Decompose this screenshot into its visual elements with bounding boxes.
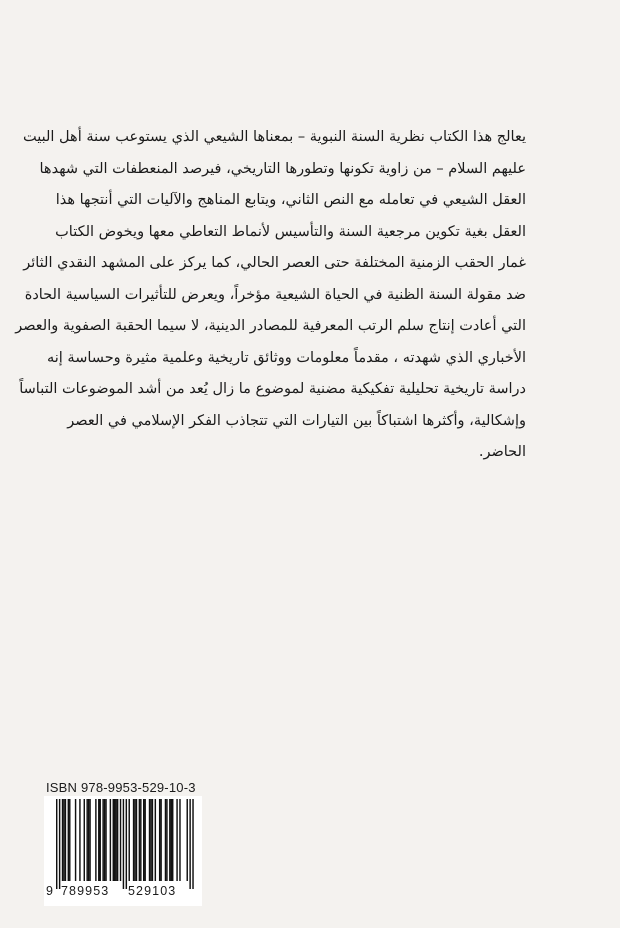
barcode-bar [150, 799, 151, 881]
barcode-bar [63, 799, 64, 881]
barcode-bar [69, 799, 70, 881]
barcode-bar [172, 799, 173, 881]
barcode-bar [139, 799, 140, 881]
barcode-bar [176, 799, 177, 881]
isbn-label: ISBN 978-9953-529-10-3 [46, 780, 196, 795]
barcode-bar [68, 799, 69, 881]
barcode-bar [140, 799, 141, 881]
description-line-8: الأخباري الذي شهدته ، مقدماً معلومات ووثائق تاريخية وعلمية مثيرة وحساسة إنه [46, 349, 526, 366]
barcode-bar [187, 799, 188, 881]
barcode-bar [56, 799, 57, 889]
barcode-bar [88, 799, 89, 881]
barcode-bar [160, 799, 161, 881]
barcode-bar [152, 799, 153, 881]
barcode-bar [166, 799, 167, 881]
description-line-7: التي أعادت إنتاج سلم الرتب المعرفية للمصادر الدينية، لا سيما الحقبة الصفوية والعصر [15, 318, 526, 334]
barcode-bar [59, 799, 60, 889]
barcode-lead-digit: 9 [46, 884, 55, 898]
barcode-bar [120, 799, 121, 881]
barcode-bar [123, 799, 124, 889]
barcode-bar [98, 799, 99, 881]
barcode-bar [105, 799, 106, 881]
barcode-bar [189, 799, 190, 889]
barcode-right-group: 529103 [128, 884, 177, 898]
description-line-3: العقل الشيعي في تعامله مع النص الثاني، ويتابع المناهج والآليات التي أنتجها هذا [55, 192, 526, 208]
barcode-bar [155, 799, 156, 881]
description-line-11: الحاضر. [478, 444, 526, 460]
barcode-bar [84, 799, 85, 881]
barcode-bar [179, 799, 180, 881]
barcode-bar [169, 799, 170, 881]
description-line-1: يعالج هذا الكتاب نظرية السنة النبوية – بمعناها الشيعي الذي يستوعب سنة أهل البيت [23, 129, 526, 145]
barcode-bar [79, 799, 80, 881]
barcode-bar [86, 799, 87, 881]
barcode-bar [129, 799, 130, 881]
barcode-bar [110, 799, 111, 881]
barcode-bar [144, 799, 145, 881]
barcode-bar [165, 799, 166, 881]
barcode-bar [133, 799, 134, 881]
book-description [15, 122, 526, 469]
barcode-bar [95, 799, 96, 881]
barcode-bar [126, 799, 127, 889]
barcode-bar [65, 799, 66, 881]
barcode-bar [102, 799, 103, 881]
barcode-bar [192, 799, 193, 889]
barcode-left-group: 789953 [61, 884, 110, 898]
barcode-bar [143, 799, 144, 881]
description-line-2: عليهم السلام – من زاوية تكونها وتطورها التاريخي، فيرصد المنعطفات التي شهدها [39, 160, 526, 177]
barcode-bar [113, 799, 114, 881]
barcode-bar [159, 799, 160, 881]
description-line-5: غمار الحقب الزمنية المختلفة حتى العصر الحالي، كما يركز على المشهد النقدي الثائر [23, 255, 526, 271]
barcode-bar [104, 799, 105, 881]
barcode-bar [171, 799, 172, 881]
barcode [44, 796, 202, 906]
barcode-bar [134, 799, 135, 881]
barcode-bar [62, 799, 63, 881]
description-line-4: العقل بغية تكوين مرجعية السنة والتأسيس لأنماط التعاطي معها ويخوض الكتاب [55, 223, 526, 240]
barcode-bar [100, 799, 101, 881]
description-line-6: ضد مقولة السنة الظنية في الحياة الشيعية مؤخراً، ويعرض للتأثيرات السياسية الحادة [24, 286, 526, 303]
description-line-9: دراسة تاريخية تحليلية تفكيكية مضنية لموضوع ما زال يُعد من أشد الموضوعات التباساً [19, 381, 526, 397]
description-line-10: وإشكالية، وأكثرها اشتباكاً بين التيارات التي تتجاذب الفكر الإسلامي في العصر [67, 412, 526, 429]
barcode-bar [136, 799, 137, 881]
barcode-bar [149, 799, 150, 881]
barcode-bar [117, 799, 118, 881]
barcode-bar [75, 799, 76, 881]
barcode-bar [114, 799, 115, 881]
barcode-bar [89, 799, 90, 881]
barcode-bar [115, 799, 116, 881]
